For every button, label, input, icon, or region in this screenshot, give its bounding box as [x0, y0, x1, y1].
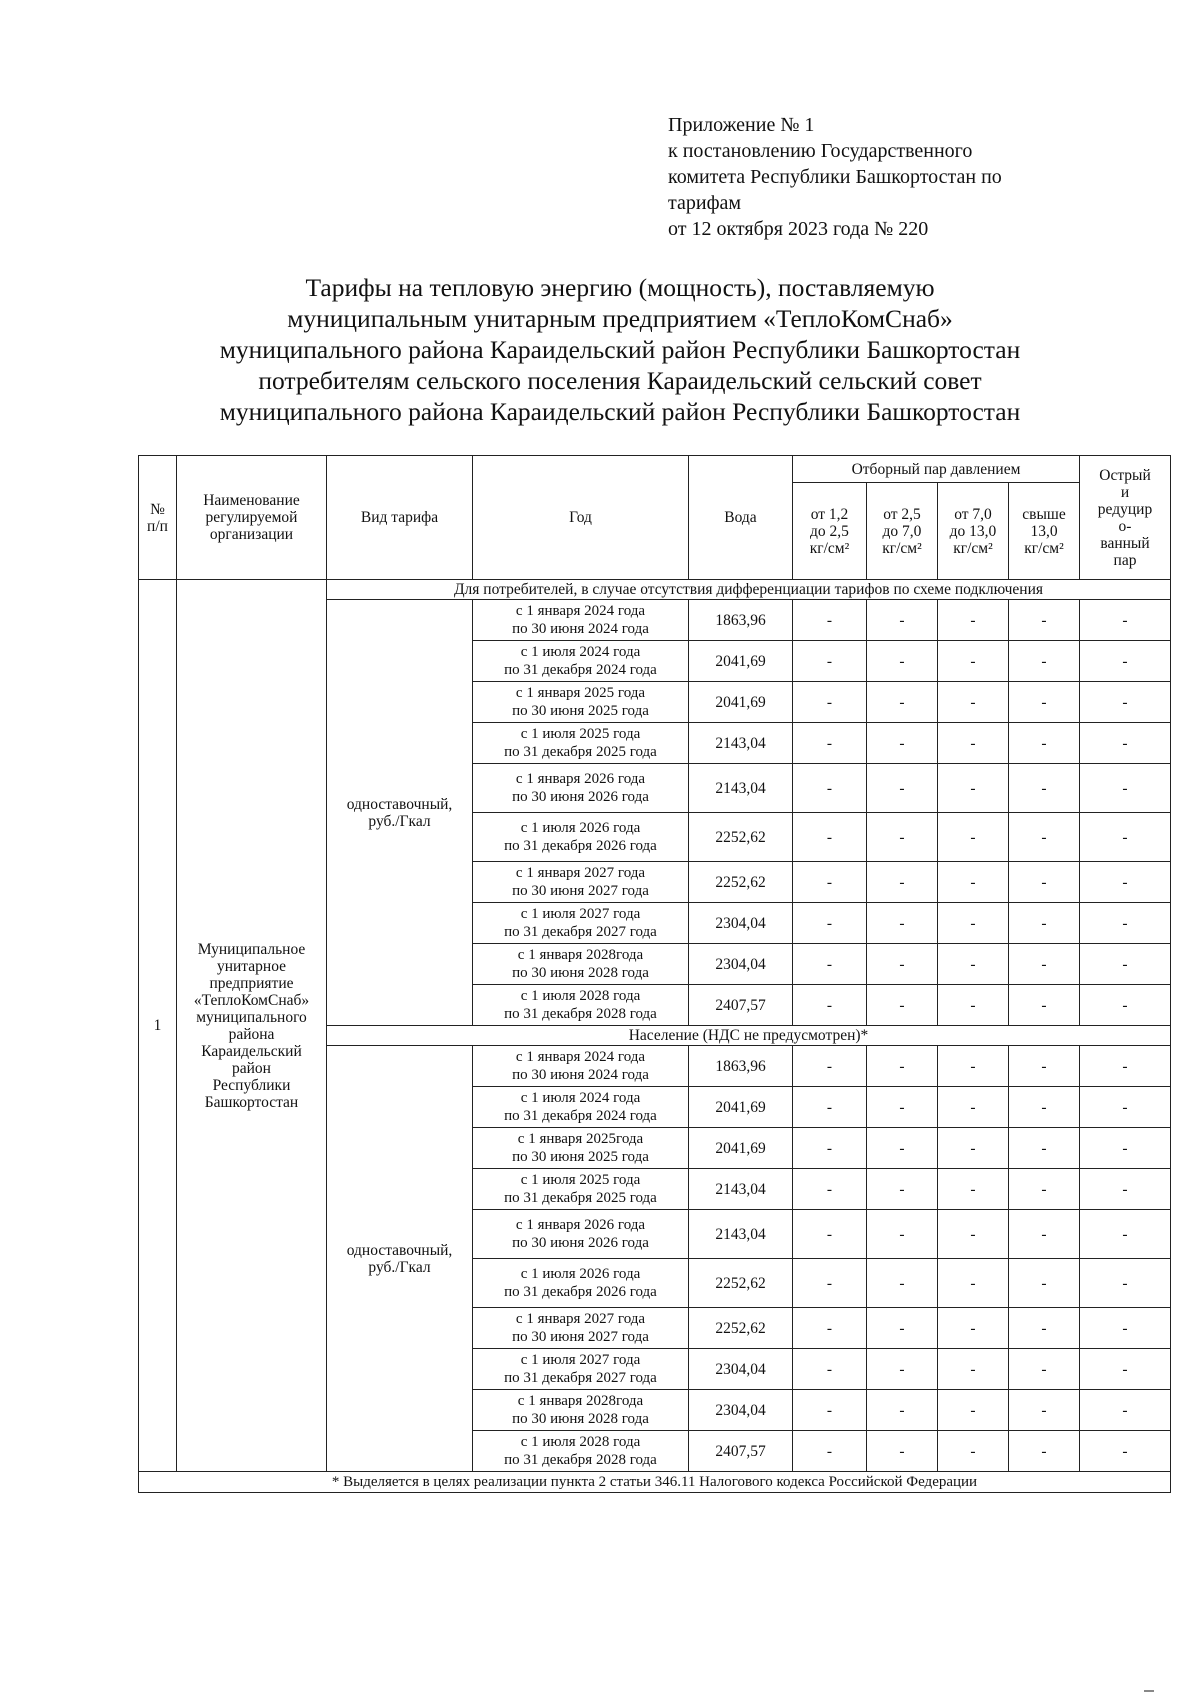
steam-value-cell: - [1080, 862, 1171, 903]
cell-line: Муниципальное [197, 940, 306, 958]
steam-value-cell: - [1009, 813, 1080, 862]
steam-value-cell: - [1080, 764, 1171, 813]
appendix-line: Приложение № 1 [668, 114, 815, 136]
steam-value-cell: - [938, 985, 1009, 1026]
steam-value-cell: - [867, 1210, 938, 1259]
water-tariff-cell: 2407,57 [689, 1431, 793, 1472]
cell-line: по 30 июня 2028 года [512, 1411, 649, 1427]
steam-value-cell: - [793, 985, 867, 1026]
water-tariff-cell: 2304,04 [689, 1390, 793, 1431]
steam-value-cell: - [1080, 1046, 1171, 1087]
water-tariff-cell: 2252,62 [689, 1308, 793, 1349]
steam-value-cell: - [1080, 1308, 1171, 1349]
cell-line: с 1 января 2027 года [515, 1311, 646, 1327]
steam-value-cell: - [938, 1259, 1009, 1308]
period-cell [473, 1390, 689, 1431]
title-line: муниципальным унитарным предприятием «ТеплоКомСнаб» [287, 304, 953, 333]
cell-line: по 30 июня 2027 года [512, 1329, 649, 1345]
scan-mark [1144, 1690, 1154, 1692]
steam-value-cell: - [1080, 813, 1171, 862]
steam-value-cell: - [793, 1390, 867, 1431]
period-cell [473, 1046, 689, 1087]
steam-value-cell: - [1009, 1308, 1080, 1349]
title-line: муниципального района Караидельский район Республики Башкортостан [219, 335, 1021, 364]
header-text: № [150, 500, 165, 518]
header-sharp-steam [1080, 456, 1171, 580]
header-text: редуцир [1097, 500, 1153, 518]
cell-line: «ТеплоКомСнаб» [193, 991, 310, 1009]
steam-value-cell: - [1009, 985, 1080, 1026]
cell-line: с 1 января 2025года [517, 1131, 644, 1147]
steam-value-cell: - [938, 813, 1009, 862]
period-cell [473, 862, 689, 903]
steam-value-cell: - [1009, 1431, 1080, 1472]
section-title: Для потребителей, в случае отсутствия дифференциации тарифов по схеме подключения [327, 580, 1171, 600]
steam-value-cell: - [938, 1210, 1009, 1259]
cell-line: по 30 июня 2026 года [512, 789, 649, 805]
steam-value-cell: - [793, 903, 867, 944]
cell-line: предприятие [209, 974, 294, 992]
steam-value-cell: - [867, 944, 938, 985]
cell-line: с 1 января 2024 года [515, 1049, 646, 1065]
appendix-block [668, 112, 1088, 242]
steam-value-cell: - [938, 1169, 1009, 1210]
steam-value-cell: - [867, 764, 938, 813]
steam-value-cell: - [1080, 1431, 1171, 1472]
steam-value-cell: - [793, 1087, 867, 1128]
steam-value-cell: - [1009, 1128, 1080, 1169]
period-cell [473, 944, 689, 985]
header-text: пар [1113, 551, 1137, 569]
cell-line: Караидельский [201, 1042, 302, 1060]
header-year: Год [473, 456, 689, 580]
period-cell [473, 1308, 689, 1349]
cell-line: с 1 июля 2024 года [520, 644, 641, 660]
cell-line: по 30 июня 2027 года [512, 883, 649, 899]
appendix-line: от 12 октября 2023 года № 220 [668, 218, 929, 240]
steam-value-cell: - [793, 764, 867, 813]
cell-line: по 31 декабря 2026 года [504, 1284, 657, 1300]
steam-value-cell: - [938, 903, 1009, 944]
cell-line: руб./Гкал [368, 812, 431, 830]
water-tariff-cell: 2143,04 [689, 723, 793, 764]
period-cell [473, 641, 689, 682]
steam-value-cell: - [1080, 1169, 1171, 1210]
header-text: п/п [147, 517, 168, 535]
steam-value-cell: - [1009, 1169, 1080, 1210]
cell-line: по 30 июня 2028 года [512, 965, 649, 981]
steam-value-cell: - [793, 1431, 867, 1472]
cell-line: одноставочный, [346, 1241, 453, 1259]
row-number: 1 [139, 580, 177, 1472]
header-text: Острый [1099, 466, 1151, 484]
header-text: кг/см² [882, 539, 922, 557]
steam-value-cell: - [1009, 1087, 1080, 1128]
steam-value-cell: - [867, 1349, 938, 1390]
period-cell [473, 985, 689, 1026]
tariff-type-cell [327, 1046, 473, 1472]
steam-value-cell: - [1080, 903, 1171, 944]
cell-line: с 1 января 2025 года [515, 685, 646, 701]
steam-value-cell: - [793, 1046, 867, 1087]
header-steam-3 [938, 483, 1009, 580]
header-text: до 13,0 [949, 522, 997, 540]
header-row [139, 456, 1171, 483]
cell-line: с 1 января 2027 года [515, 865, 646, 881]
water-tariff-cell: 2041,69 [689, 1087, 793, 1128]
water-tariff-cell: 2304,04 [689, 1349, 793, 1390]
appendix-line: тарифам [668, 192, 742, 214]
steam-value-cell: - [793, 641, 867, 682]
period-cell [473, 1431, 689, 1472]
footnote: * Выделяется в целях реализации пункта 2 статьи 346.11 Налогового кодекса Российской Федерации [139, 1472, 1171, 1493]
steam-value-cell: - [793, 600, 867, 641]
water-tariff-cell: 2143,04 [689, 1169, 793, 1210]
cell-line: по 31 декабря 2027 года [504, 924, 657, 940]
steam-value-cell: - [1009, 1349, 1080, 1390]
title-line: Тарифы на тепловую энергию (мощность), поставляемую [305, 273, 935, 302]
steam-value-cell: - [1009, 682, 1080, 723]
steam-value-cell: - [793, 1210, 867, 1259]
cell-line: с 1 июля 2027 года [520, 906, 641, 922]
water-tariff-cell: 2304,04 [689, 944, 793, 985]
header-text: до 2,5 [810, 522, 849, 540]
water-tariff-cell: 2252,62 [689, 1259, 793, 1308]
cell-line: Республики [212, 1076, 291, 1094]
header-text: кг/см² [953, 539, 993, 557]
period-cell [473, 813, 689, 862]
cell-line: с 1 января 2028года [517, 1393, 644, 1409]
cell-line: с 1 июля 2026 года [520, 820, 641, 836]
cell-line: по 31 декабря 2024 года [504, 1108, 657, 1124]
cell-line: с 1 июля 2024 года [520, 1090, 641, 1106]
cell-line: по 31 декабря 2024 года [504, 662, 657, 678]
header-text: от 1,2 [810, 505, 849, 523]
header-text: и [1120, 483, 1130, 501]
steam-value-cell: - [867, 862, 938, 903]
document-title [150, 272, 1090, 427]
steam-value-cell: - [793, 1128, 867, 1169]
cell-line: район [232, 1059, 271, 1077]
period-cell [473, 1128, 689, 1169]
cell-line: с 1 июля 2027 года [520, 1352, 641, 1368]
steam-value-cell: - [1080, 1390, 1171, 1431]
steam-value-cell: - [793, 813, 867, 862]
cell-line: с 1 июля 2026 года [520, 1266, 641, 1282]
steam-value-cell: - [938, 1087, 1009, 1128]
header-text: о- [1118, 517, 1132, 535]
header-water: Вода [689, 456, 793, 580]
water-tariff-cell: 2252,62 [689, 813, 793, 862]
cell-line: по 31 декабря 2027 года [504, 1370, 657, 1386]
steam-value-cell: - [1009, 1390, 1080, 1431]
steam-value-cell: - [1080, 985, 1171, 1026]
steam-value-cell: - [1009, 641, 1080, 682]
water-tariff-cell: 2041,69 [689, 682, 793, 723]
steam-value-cell: - [1080, 1349, 1171, 1390]
steam-value-cell: - [938, 1431, 1009, 1472]
cell-line: по 31 декабря 2028 года [504, 1452, 657, 1468]
steam-value-cell: - [938, 723, 1009, 764]
cell-line: с 1 июля 2028 года [520, 1434, 641, 1450]
period-cell [473, 903, 689, 944]
water-tariff-cell: 1863,96 [689, 1046, 793, 1087]
steam-value-cell: - [867, 813, 938, 862]
section-row [139, 580, 1171, 600]
water-tariff-cell: 2143,04 [689, 764, 793, 813]
cell-line: по 30 июня 2025 года [512, 1149, 649, 1165]
steam-value-cell: - [867, 723, 938, 764]
steam-value-cell: - [1009, 903, 1080, 944]
period-cell [473, 1087, 689, 1128]
steam-value-cell: - [1080, 1087, 1171, 1128]
steam-value-cell: - [1080, 944, 1171, 985]
steam-value-cell: - [938, 1390, 1009, 1431]
steam-value-cell: - [1080, 723, 1171, 764]
steam-value-cell: - [938, 600, 1009, 641]
header-text: Наименование [203, 492, 300, 509]
water-tariff-cell: 1863,96 [689, 600, 793, 641]
cell-line: с 1 января 2026 года [515, 771, 646, 787]
steam-value-cell: - [793, 723, 867, 764]
steam-value-cell: - [1009, 600, 1080, 641]
header-text: 13,0 [1030, 522, 1058, 540]
steam-value-cell: - [1080, 1259, 1171, 1308]
steam-value-cell: - [938, 641, 1009, 682]
header-text: от 7,0 [954, 505, 992, 523]
steam-value-cell: - [1009, 944, 1080, 985]
cell-line: с 1 января 2028года [517, 947, 644, 963]
appendix-line: комитета Республики Башкортостан по [668, 166, 1002, 188]
steam-value-cell: - [938, 944, 1009, 985]
steam-value-cell: - [867, 1308, 938, 1349]
steam-value-cell: - [793, 862, 867, 903]
cell-line: Башкортостан [204, 1093, 299, 1111]
header-text: до 7,0 [882, 522, 922, 540]
header-steam-4 [1009, 483, 1080, 580]
steam-value-cell: - [867, 1431, 938, 1472]
title-line: потребителям сельского поселения Караидельский сельский совет [258, 366, 982, 395]
steam-value-cell: - [793, 1349, 867, 1390]
period-cell [473, 764, 689, 813]
steam-value-cell: - [1080, 682, 1171, 723]
steam-value-cell: - [867, 985, 938, 1026]
header-text: от 2,5 [883, 505, 921, 523]
header-org [177, 456, 327, 580]
steam-value-cell: - [793, 682, 867, 723]
cell-line: по 30 июня 2026 года [512, 1235, 649, 1251]
steam-value-cell: - [938, 862, 1009, 903]
cell-line: руб./Гкал [368, 1258, 431, 1276]
water-tariff-cell: 2143,04 [689, 1210, 793, 1259]
water-tariff-cell: 2041,69 [689, 641, 793, 682]
header-text: кг/см² [809, 539, 850, 557]
cell-line: по 31 декабря 2028 года [504, 1006, 657, 1022]
cell-line: по 30 июня 2025 года [512, 703, 649, 719]
steam-value-cell: - [867, 1087, 938, 1128]
water-tariff-cell: 2304,04 [689, 903, 793, 944]
steam-value-cell: - [1009, 723, 1080, 764]
header-text: кг/см² [1024, 539, 1064, 557]
steam-value-cell: - [867, 682, 938, 723]
cell-line: одноставочный, [346, 795, 453, 813]
steam-value-cell: - [1009, 1046, 1080, 1087]
tariff-type-cell [327, 600, 473, 1026]
steam-value-cell: - [867, 1390, 938, 1431]
steam-value-cell: - [938, 1046, 1009, 1087]
steam-value-cell: - [1009, 1210, 1080, 1259]
period-cell [473, 1169, 689, 1210]
tariff-table [138, 455, 1171, 1493]
period-cell [473, 1349, 689, 1390]
steam-value-cell: - [938, 1128, 1009, 1169]
cell-line: с 1 июля 2025 года [520, 726, 641, 742]
steam-value-cell: - [867, 1169, 938, 1210]
steam-value-cell: - [867, 600, 938, 641]
period-cell [473, 723, 689, 764]
steam-value-cell: - [1009, 1259, 1080, 1308]
cell-line: с 1 июля 2025 года [520, 1172, 641, 1188]
cell-line: с 1 июля 2028 года [520, 988, 641, 1004]
footnote-row [139, 1472, 1171, 1493]
header-num [139, 456, 177, 580]
water-tariff-cell: 2407,57 [689, 985, 793, 1026]
steam-value-cell: - [938, 1349, 1009, 1390]
steam-value-cell: - [867, 1259, 938, 1308]
steam-value-cell: - [867, 1046, 938, 1087]
steam-value-cell: - [793, 1259, 867, 1308]
cell-line: по 31 декабря 2026 года [504, 838, 657, 854]
steam-value-cell: - [793, 1169, 867, 1210]
cell-line: по 31 декабря 2025 года [504, 744, 657, 760]
header-text: ванный [1100, 534, 1150, 552]
cell-line: по 30 июня 2024 года [512, 621, 649, 637]
header-steam-group: Отборный пар давлением [793, 456, 1080, 483]
steam-value-cell: - [1080, 1128, 1171, 1169]
header-text: регулируемой [205, 509, 298, 526]
steam-value-cell: - [1009, 862, 1080, 903]
cell-line: муниципального [196, 1008, 307, 1026]
org-name [177, 580, 327, 1472]
cell-line: унитарное [216, 957, 287, 975]
steam-value-cell: - [938, 682, 1009, 723]
cell-line: с 1 января 2026 года [515, 1217, 646, 1233]
header-text: организации [209, 526, 294, 543]
steam-value-cell: - [1080, 1210, 1171, 1259]
water-tariff-cell: 2041,69 [689, 1128, 793, 1169]
period-cell [473, 600, 689, 641]
period-cell [473, 682, 689, 723]
cell-line: с 1 января 2024 года [515, 603, 646, 619]
steam-value-cell: - [1080, 600, 1171, 641]
steam-value-cell: - [867, 641, 938, 682]
appendix-line: к постановлению Государственного [668, 140, 973, 162]
water-tariff-cell: 2252,62 [689, 862, 793, 903]
steam-value-cell: - [867, 1128, 938, 1169]
steam-value-cell: - [793, 1308, 867, 1349]
header-steam-1 [793, 483, 867, 580]
header-steam-2 [867, 483, 938, 580]
cell-line: по 31 декабря 2025 года [504, 1190, 657, 1206]
cell-line: района [228, 1025, 275, 1043]
header-text: свыше [1022, 505, 1066, 523]
period-cell [473, 1259, 689, 1308]
title-line: муниципального района Караидельский район Республики Башкортостан [219, 397, 1021, 426]
steam-value-cell: - [1009, 764, 1080, 813]
cell-line: по 30 июня 2024 года [512, 1067, 649, 1083]
steam-value-cell: - [938, 764, 1009, 813]
steam-value-cell: - [938, 1308, 1009, 1349]
section-title: Население (НДС не предусмотрен)* [327, 1026, 1171, 1046]
steam-value-cell: - [1080, 641, 1171, 682]
header-tariff-type: Вид тарифа [327, 456, 473, 580]
steam-value-cell: - [793, 944, 867, 985]
steam-value-cell: - [867, 903, 938, 944]
period-cell [473, 1210, 689, 1259]
